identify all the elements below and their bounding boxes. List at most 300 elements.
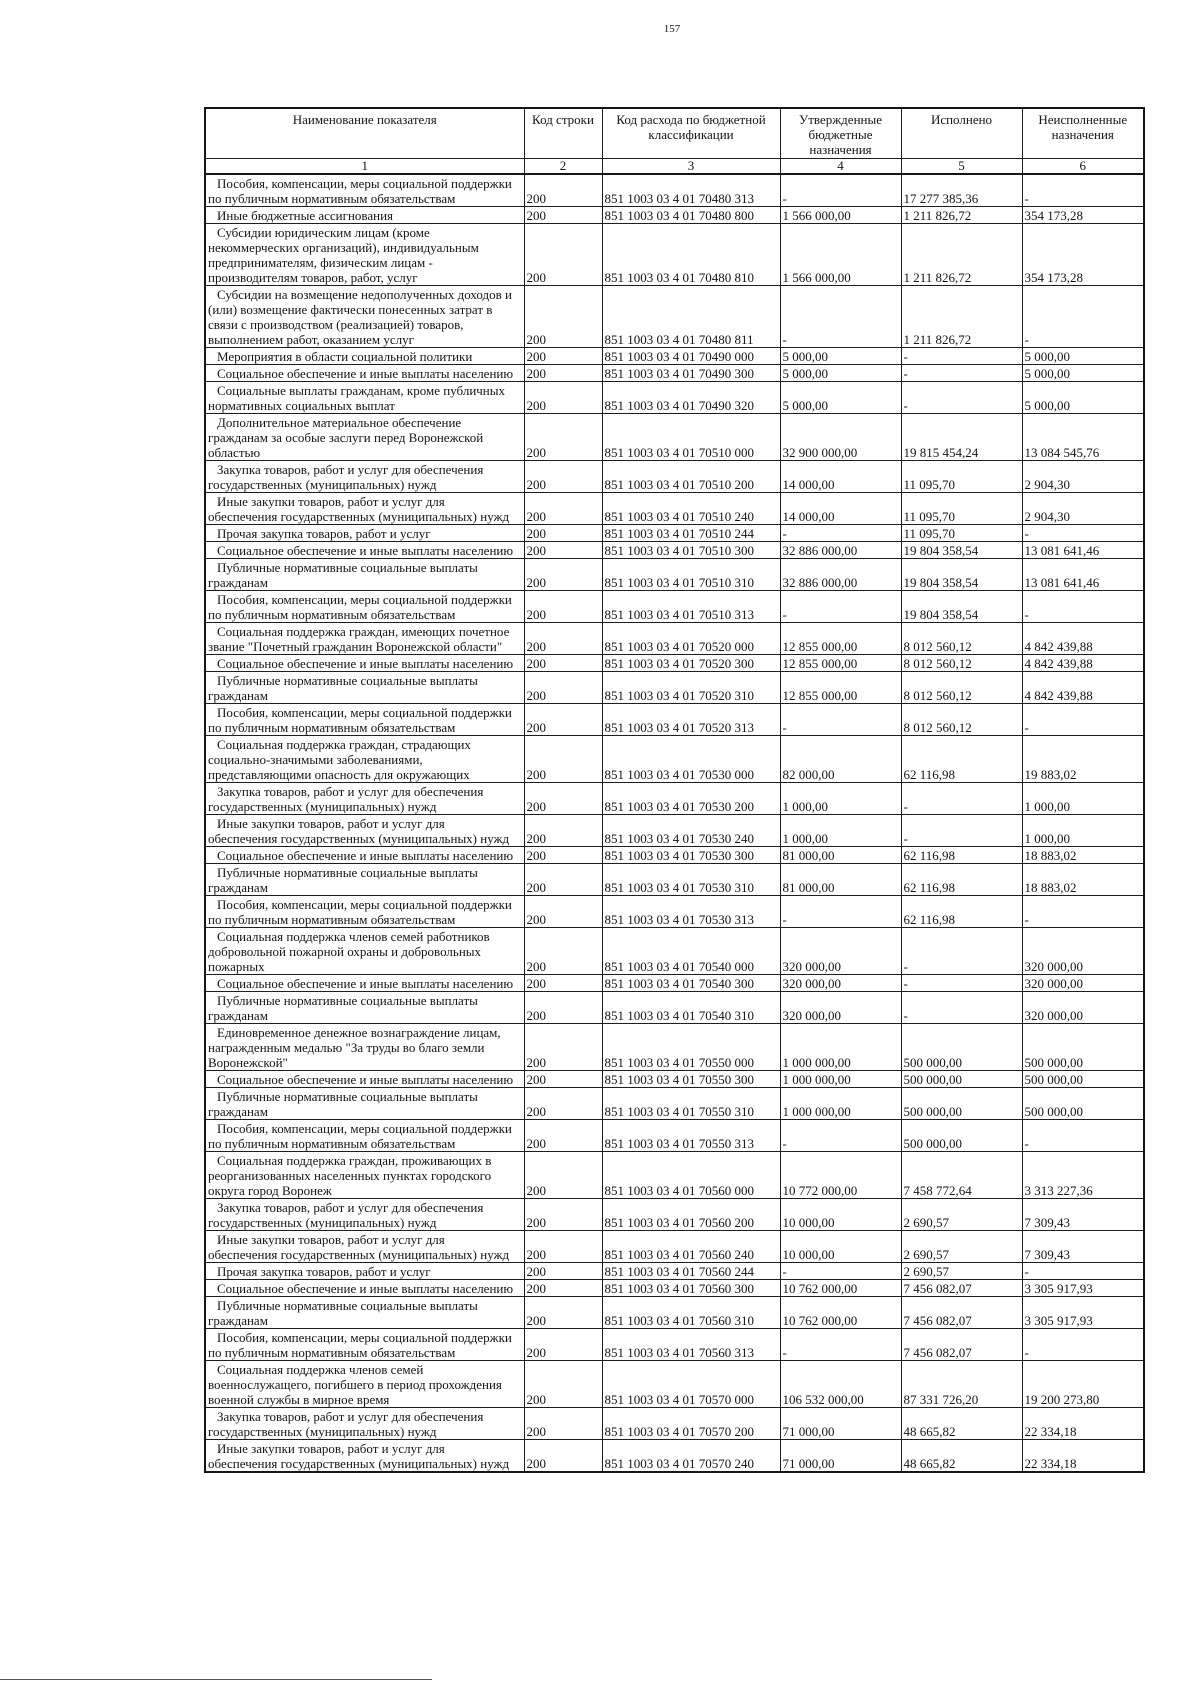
indicator-name-line: Публичные нормативные социальные выплаты: [217, 864, 478, 880]
scan-edge-line: [0, 1679, 432, 1680]
indicator-name-line: гражданам за особые заслуги перед Воронежской: [208, 429, 484, 445]
executed-cell: 7 456 082,07: [901, 1328, 1022, 1360]
unexecuted-cell: -: [1022, 590, 1144, 622]
budget-code-cell: 851 1003 03 4 01 70530 200: [602, 782, 780, 814]
line-code-cell: 200: [524, 347, 602, 364]
indicator-name-cell: [205, 413, 524, 460]
column-number-2: 2: [524, 158, 602, 174]
table-row: [205, 814, 1144, 846]
unexecuted-cell: 2 904,30: [1022, 460, 1144, 492]
approved-cell: 10 772 000,00: [780, 1151, 901, 1198]
table-row: [205, 206, 1144, 223]
executed-cell: -: [901, 927, 1022, 974]
indicator-name-cell: [205, 991, 524, 1023]
indicator-name-line: Прочая закупка товаров, работ и услуг: [217, 525, 431, 541]
unexecuted-cell: 18 883,02: [1022, 863, 1144, 895]
table-row: [205, 927, 1144, 974]
unexecuted-cell: -: [1022, 703, 1144, 735]
header-executed: Исполнено: [901, 108, 1022, 158]
indicator-name-line: Социальное обеспечение и иные выплаты населению: [217, 365, 514, 381]
unexecuted-cell: 13 081 641,46: [1022, 558, 1144, 590]
indicator-name-cell: [205, 1119, 524, 1151]
indicator-name-line: военной службы в мирное время: [208, 1391, 390, 1407]
unexecuted-cell: 22 334,18: [1022, 1407, 1144, 1439]
line-code-cell: 200: [524, 1198, 602, 1230]
line-code-cell: 200: [524, 558, 602, 590]
indicator-name-line: Социальное обеспечение и иные выплаты населению: [217, 975, 514, 991]
unexecuted-cell: 500 000,00: [1022, 1070, 1144, 1087]
column-number-6: 6: [1022, 158, 1144, 174]
approved-cell: 10 000,00: [780, 1230, 901, 1262]
budget-code-cell: 851 1003 03 4 01 70490 320: [602, 381, 780, 413]
indicator-name-line: добровольной пожарной охраны и добровольных: [208, 943, 482, 959]
indicator-name-line: Мероприятия в области социальной политики: [217, 348, 473, 364]
table-row: [205, 223, 1144, 285]
indicator-name-line: Социальное обеспечение и иные выплаты населению: [217, 847, 514, 863]
approved-cell: -: [780, 174, 901, 207]
budget-code-cell: 851 1003 03 4 01 70530 313: [602, 895, 780, 927]
unexecuted-cell: -: [1022, 1328, 1144, 1360]
budget-code-cell: 851 1003 03 4 01 70510 244: [602, 524, 780, 541]
approved-cell: -: [780, 524, 901, 541]
indicator-name-line: звание "Почетный гражданин Воронежской области": [208, 638, 503, 654]
table-row: [205, 782, 1144, 814]
executed-cell: -: [901, 974, 1022, 991]
unexecuted-cell: 1 000,00: [1022, 814, 1144, 846]
indicator-name-cell: [205, 524, 524, 541]
page-number: 157: [663, 23, 681, 35]
approved-cell: 1 566 000,00: [780, 223, 901, 285]
table-row: [205, 974, 1144, 991]
table-row: [205, 703, 1144, 735]
table-row: [205, 863, 1144, 895]
unexecuted-cell: 4 842 439,88: [1022, 654, 1144, 671]
indicator-name-cell: [205, 863, 524, 895]
indicator-name-line: обеспечения государственных (муниципальных) нужд: [208, 1455, 510, 1471]
line-code-cell: 200: [524, 846, 602, 863]
indicator-name-cell: [205, 654, 524, 671]
budget-code-cell: 851 1003 03 4 01 70550 300: [602, 1070, 780, 1087]
line-code-cell: 200: [524, 460, 602, 492]
executed-cell: 62 116,98: [901, 846, 1022, 863]
indicator-name-line: пожарных: [208, 958, 265, 974]
indicator-name-line: Субсидии юридическим лицам (кроме: [217, 224, 430, 240]
approved-cell: 12 855 000,00: [780, 654, 901, 671]
executed-cell: 7 456 082,07: [901, 1279, 1022, 1296]
indicator-name-line: Пособия, компенсации, меры социальной поддержки: [217, 175, 512, 191]
indicator-name-line: награжденным медалью "За труды во благо земли: [208, 1039, 485, 1055]
approved-cell: 81 000,00: [780, 863, 901, 895]
executed-cell: 7 458 772,64: [901, 1151, 1022, 1198]
indicator-name-line: Социальное обеспечение и иные выплаты населению: [217, 542, 514, 558]
column-number-row: [205, 158, 1144, 174]
indicator-name-line: гражданам: [208, 1312, 268, 1328]
approved-cell: 320 000,00: [780, 991, 901, 1023]
executed-cell: 17 277 385,36: [901, 174, 1022, 207]
indicator-name-line: гражданам: [208, 879, 268, 895]
indicator-name-cell: [205, 223, 524, 285]
table-row: [205, 1070, 1144, 1087]
executed-cell: 48 665,82: [901, 1439, 1022, 1472]
indicator-name-line: Субсидии на возмещение недополученных доходов и: [217, 286, 513, 302]
indicator-name-cell: [205, 703, 524, 735]
line-code-cell: 200: [524, 1407, 602, 1439]
indicator-name-line: военнослужащего, погибшего в период прохождения: [208, 1376, 502, 1392]
budget-code-cell: 851 1003 03 4 01 70560 244: [602, 1262, 780, 1279]
executed-cell: 8 012 560,12: [901, 671, 1022, 703]
line-code-cell: 200: [524, 927, 602, 974]
indicator-name-cell: [205, 927, 524, 974]
line-code-cell: 200: [524, 590, 602, 622]
indicator-name-line: обеспечения государственных (муниципальных) нужд: [208, 1246, 510, 1262]
indicator-name-cell: [205, 1262, 524, 1279]
approved-cell: 1 566 000,00: [780, 206, 901, 223]
indicator-name-line: по публичным нормативным обязательствам: [208, 606, 456, 622]
unexecuted-cell: 4 842 439,88: [1022, 622, 1144, 654]
budget-code-cell: 851 1003 03 4 01 70530 300: [602, 846, 780, 863]
table-row: [205, 1198, 1144, 1230]
line-code-cell: 200: [524, 524, 602, 541]
table-row: [205, 1230, 1144, 1262]
indicator-name-line: обеспечения государственных (муниципальных) нужд: [208, 508, 510, 524]
unexecuted-cell: 19 200 273,80: [1022, 1360, 1144, 1407]
indicator-name-line: Социальная поддержка граждан, страдающих: [217, 736, 471, 752]
table-row: [205, 590, 1144, 622]
indicator-name-line: по публичным нормативным обязательствам: [208, 719, 456, 735]
indicator-name-cell: [205, 174, 524, 207]
approved-cell: 14 000,00: [780, 492, 901, 524]
indicator-name-line: Социальные выплаты гражданам, кроме публичных: [217, 382, 505, 398]
approved-cell: -: [780, 285, 901, 347]
indicator-name-line: гражданам: [208, 687, 268, 703]
budget-code-cell: 851 1003 03 4 01 70510 200: [602, 460, 780, 492]
table-row: [205, 558, 1144, 590]
indicator-name-cell: [205, 558, 524, 590]
table-row: [205, 364, 1144, 381]
budget-code-cell: 851 1003 03 4 01 70550 313: [602, 1119, 780, 1151]
executed-cell: 1 211 826,72: [901, 206, 1022, 223]
approved-cell: 10 000,00: [780, 1198, 901, 1230]
line-code-cell: 200: [524, 381, 602, 413]
budget-code-cell: 851 1003 03 4 01 70490 300: [602, 364, 780, 381]
unexecuted-cell: 5 000,00: [1022, 381, 1144, 413]
unexecuted-cell: 320 000,00: [1022, 927, 1144, 974]
indicator-name-line: Закупка товаров, работ и услуг для обеспечения: [217, 1408, 484, 1424]
indicator-name-line: Социальное обеспечение и иные выплаты населению: [217, 1280, 514, 1296]
indicator-name-line: представляющими опасность для окружающих: [208, 766, 470, 782]
budget-code-cell: 851 1003 03 4 01 70510 310: [602, 558, 780, 590]
executed-cell: 1 211 826,72: [901, 285, 1022, 347]
table-row: [205, 1296, 1144, 1328]
budget-code-cell: 851 1003 03 4 01 70480 810: [602, 223, 780, 285]
indicator-name-line: Пособия, компенсации, меры социальной поддержки: [217, 896, 512, 912]
indicator-name-cell: [205, 347, 524, 364]
approved-cell: 5 000,00: [780, 381, 901, 413]
unexecuted-cell: 7 309,43: [1022, 1198, 1144, 1230]
line-code-cell: 200: [524, 492, 602, 524]
indicator-name-line: Иные бюджетные ассигнования: [217, 207, 394, 223]
executed-cell: 7 456 082,07: [901, 1296, 1022, 1328]
indicator-name-line: по публичным нормативным обязательствам: [208, 1344, 456, 1360]
unexecuted-cell: -: [1022, 524, 1144, 541]
executed-cell: 8 012 560,12: [901, 654, 1022, 671]
indicator-name-line: Иные закупки товаров, работ и услуг для: [217, 493, 445, 509]
approved-cell: 32 886 000,00: [780, 558, 901, 590]
budget-code-cell: 851 1003 03 4 01 70510 000: [602, 413, 780, 460]
table-row: [205, 413, 1144, 460]
executed-cell: -: [901, 364, 1022, 381]
approved-cell: 5 000,00: [780, 364, 901, 381]
budget-code-cell: 851 1003 03 4 01 70480 800: [602, 206, 780, 223]
budget-code-cell: 851 1003 03 4 01 70480 811: [602, 285, 780, 347]
budget-code-cell: 851 1003 03 4 01 70560 310: [602, 1296, 780, 1328]
indicator-name-cell: [205, 782, 524, 814]
table-row: [205, 1087, 1144, 1119]
line-code-cell: 200: [524, 991, 602, 1023]
budget-code-cell: 851 1003 03 4 01 70520 000: [602, 622, 780, 654]
approved-cell: -: [780, 1119, 901, 1151]
budget-code-cell: 851 1003 03 4 01 70540 310: [602, 991, 780, 1023]
unexecuted-cell: -: [1022, 1119, 1144, 1151]
executed-cell: 8 012 560,12: [901, 703, 1022, 735]
approved-cell: 14 000,00: [780, 460, 901, 492]
executed-cell: 500 000,00: [901, 1087, 1022, 1119]
unexecuted-cell: 320 000,00: [1022, 991, 1144, 1023]
budget-code-cell: 851 1003 03 4 01 70560 300: [602, 1279, 780, 1296]
indicator-name-line: Пособия, компенсации, меры социальной поддержки: [217, 1329, 512, 1345]
table-row: [205, 1439, 1144, 1472]
budget-code-cell: 851 1003 03 4 01 70570 000: [602, 1360, 780, 1407]
budget-code-cell: 851 1003 03 4 01 70520 313: [602, 703, 780, 735]
indicator-name-line: государственных (муниципальных) нужд: [208, 1423, 437, 1439]
executed-cell: 2 690,57: [901, 1262, 1022, 1279]
indicator-name-line: Публичные нормативные социальные выплаты: [217, 992, 478, 1008]
indicator-name-cell: [205, 1360, 524, 1407]
budget-execution-table: [204, 107, 1145, 1473]
indicator-name-line: Публичные нормативные социальные выплаты: [217, 1297, 478, 1313]
indicator-name-line: (или) возмещение фактически понесенных затрат в: [208, 301, 493, 317]
indicator-name-line: Социальная поддержка граждан, имеющих почетное: [217, 623, 510, 639]
executed-cell: 62 116,98: [901, 735, 1022, 782]
approved-cell: 320 000,00: [780, 927, 901, 974]
table-row: [205, 174, 1144, 207]
line-code-cell: 200: [524, 671, 602, 703]
executed-cell: 87 331 726,20: [901, 1360, 1022, 1407]
line-code-cell: 200: [524, 174, 602, 207]
approved-cell: -: [780, 590, 901, 622]
executed-cell: 62 116,98: [901, 863, 1022, 895]
indicator-name-line: Закупка товаров, работ и услуг для обеспечения: [217, 1199, 484, 1215]
executed-cell: 19 815 454,24: [901, 413, 1022, 460]
budget-code-cell: 851 1003 03 4 01 70570 240: [602, 1439, 780, 1472]
indicator-name-line: Социальная поддержка членов семей: [217, 1361, 424, 1377]
indicator-name-line: Закупка товаров, работ и услуг для обеспечения: [217, 461, 484, 477]
indicator-name-line: гражданам: [208, 574, 268, 590]
indicator-name-line: Иные закупки товаров, работ и услуг для: [217, 1231, 445, 1247]
line-code-cell: 200: [524, 1439, 602, 1472]
indicator-name-cell: [205, 735, 524, 782]
indicator-name-line: Прочая закупка товаров, работ и услуг: [217, 1263, 431, 1279]
executed-cell: 11 095,70: [901, 460, 1022, 492]
header-approved: Утвержденные бюджетные назначения: [780, 108, 901, 158]
unexecuted-cell: 7 309,43: [1022, 1230, 1144, 1262]
indicator-name-line: связи с производством (реализацией) товаров,: [208, 316, 464, 332]
indicator-name-cell: [205, 460, 524, 492]
indicator-name-line: Пособия, компенсации, меры социальной поддержки: [217, 591, 512, 607]
indicator-name-cell: [205, 1230, 524, 1262]
indicator-name-line: реорганизованных населенных пунктах городского: [208, 1167, 492, 1183]
table-row: [205, 492, 1144, 524]
indicator-name-line: Единовременное денежное вознаграждение лицам,: [217, 1024, 501, 1040]
unexecuted-cell: 320 000,00: [1022, 974, 1144, 991]
executed-cell: 62 116,98: [901, 895, 1022, 927]
unexecuted-cell: 1 000,00: [1022, 782, 1144, 814]
indicator-name-line: Пособия, компенсации, меры социальной поддержки: [217, 1120, 512, 1136]
approved-cell: 1 000 000,00: [780, 1070, 901, 1087]
table-row: [205, 1151, 1144, 1198]
executed-cell: 500 000,00: [901, 1070, 1022, 1087]
approved-cell: 5 000,00: [780, 347, 901, 364]
line-code-cell: 200: [524, 1262, 602, 1279]
unexecuted-cell: 5 000,00: [1022, 347, 1144, 364]
table-row: [205, 1360, 1144, 1407]
table-row: [205, 671, 1144, 703]
executed-cell: 500 000,00: [901, 1119, 1022, 1151]
executed-cell: -: [901, 381, 1022, 413]
indicator-name-line: Воронежской": [208, 1054, 288, 1070]
executed-cell: 11 095,70: [901, 524, 1022, 541]
approved-cell: 10 762 000,00: [780, 1296, 901, 1328]
header-unexecuted: Неисполненные назначения: [1022, 108, 1144, 158]
unexecuted-cell: 5 000,00: [1022, 364, 1144, 381]
line-code-cell: 200: [524, 1119, 602, 1151]
unexecuted-cell: 3 313 227,36: [1022, 1151, 1144, 1198]
indicator-name-line: государственных (муниципальных) нужд: [208, 798, 437, 814]
executed-cell: 19 804 358,54: [901, 541, 1022, 558]
indicator-name-line: Пособия, компенсации, меры социальной поддержки: [217, 704, 512, 720]
indicator-name-cell: [205, 1070, 524, 1087]
indicator-name-cell: [205, 895, 524, 927]
indicator-name-cell: [205, 1439, 524, 1472]
unexecuted-cell: -: [1022, 1262, 1144, 1279]
budget-code-cell: 851 1003 03 4 01 70520 300: [602, 654, 780, 671]
line-code-cell: 200: [524, 895, 602, 927]
column-number-3: 3: [602, 158, 780, 174]
indicator-name-line: производителям товаров, работ, услуг: [208, 269, 418, 285]
unexecuted-cell: -: [1022, 174, 1144, 207]
budget-code-cell: 851 1003 03 4 01 70560 313: [602, 1328, 780, 1360]
executed-cell: -: [901, 814, 1022, 846]
indicator-name-line: Иные закупки товаров, работ и услуг для: [217, 1440, 445, 1456]
indicator-name-line: Иные закупки товаров, работ и услуг для: [217, 815, 445, 831]
table-row: [205, 1023, 1144, 1070]
header-line-code: Код строки: [524, 108, 602, 158]
budget-code-cell: 851 1003 03 4 01 70530 000: [602, 735, 780, 782]
line-code-cell: 200: [524, 1023, 602, 1070]
table-row: [205, 1279, 1144, 1296]
indicator-name-line: выполнением работ, оказанием услуг: [208, 331, 414, 347]
line-code-cell: 200: [524, 285, 602, 347]
budget-code-cell: 851 1003 03 4 01 70560 240: [602, 1230, 780, 1262]
indicator-name-cell: [205, 492, 524, 524]
executed-cell: 2 690,57: [901, 1198, 1022, 1230]
table-row: [205, 735, 1144, 782]
indicator-name-line: по публичным нормативным обязательствам: [208, 1135, 456, 1151]
budget-code-cell: 851 1003 03 4 01 70540 000: [602, 927, 780, 974]
line-code-cell: 200: [524, 223, 602, 285]
line-code-cell: 200: [524, 1230, 602, 1262]
line-code-cell: 200: [524, 1279, 602, 1296]
unexecuted-cell: -: [1022, 895, 1144, 927]
indicator-name-cell: [205, 1407, 524, 1439]
unexecuted-cell: 18 883,02: [1022, 846, 1144, 863]
approved-cell: -: [780, 1262, 901, 1279]
executed-cell: 11 095,70: [901, 492, 1022, 524]
line-code-cell: 200: [524, 1087, 602, 1119]
indicator-name-line: Закупка товаров, работ и услуг для обеспечения: [217, 783, 484, 799]
unexecuted-cell: 500 000,00: [1022, 1023, 1144, 1070]
indicator-name-line: Социальное обеспечение и иные выплаты населению: [217, 1071, 514, 1087]
line-code-cell: 200: [524, 814, 602, 846]
indicator-name-line: Социальная поддержка членов семей работников: [217, 928, 490, 944]
line-code-cell: 200: [524, 364, 602, 381]
column-number-5: 5: [901, 158, 1022, 174]
indicator-name-line: областью: [208, 444, 261, 460]
approved-cell: -: [780, 1328, 901, 1360]
indicator-name-line: Публичные нормативные социальные выплаты: [217, 672, 478, 688]
indicator-name-line: по публичным нормативным обязательствам: [208, 911, 456, 927]
indicator-name-cell: [205, 1151, 524, 1198]
table-header: [205, 108, 1144, 174]
indicator-name-line: некоммерческих организаций), индивидуальным: [208, 239, 479, 255]
indicator-name-line: Публичные нормативные социальные выплаты: [217, 559, 478, 575]
indicator-name-cell: [205, 590, 524, 622]
unexecuted-cell: 3 305 917,93: [1022, 1296, 1144, 1328]
table-row: [205, 1119, 1144, 1151]
executed-cell: 48 665,82: [901, 1407, 1022, 1439]
table-row: [205, 1407, 1144, 1439]
indicator-name-line: государственных (муниципальных) нужд: [208, 476, 437, 492]
indicator-name-cell: [205, 1087, 524, 1119]
indicator-name-cell: [205, 974, 524, 991]
indicator-name-cell: [205, 814, 524, 846]
unexecuted-cell: 2 904,30: [1022, 492, 1144, 524]
budget-code-cell: 851 1003 03 4 01 70550 000: [602, 1023, 780, 1070]
table-row: [205, 895, 1144, 927]
header-row: [205, 108, 1144, 158]
approved-cell: 106 532 000,00: [780, 1360, 901, 1407]
line-code-cell: 200: [524, 1296, 602, 1328]
approved-cell: 32 886 000,00: [780, 541, 901, 558]
indicator-name-cell: [205, 381, 524, 413]
executed-cell: 19 804 358,54: [901, 558, 1022, 590]
unexecuted-cell: 19 883,02: [1022, 735, 1144, 782]
indicator-name-line: предпринимателям, физическим лицам -: [208, 254, 433, 270]
table-row: [205, 622, 1144, 654]
indicator-name-line: гражданам: [208, 1007, 268, 1023]
table-row: [205, 541, 1144, 558]
line-code-cell: 200: [524, 622, 602, 654]
table-row: [205, 846, 1144, 863]
line-code-cell: 200: [524, 1360, 602, 1407]
column-number-1: 1: [205, 158, 524, 174]
table-row: [205, 460, 1144, 492]
indicator-name-line: гражданам: [208, 1103, 268, 1119]
indicator-name-cell: [205, 1296, 524, 1328]
budget-code-cell: 851 1003 03 4 01 70530 310: [602, 863, 780, 895]
table-row: [205, 285, 1144, 347]
indicator-name-line: социально-значимыми заболеваниями,: [208, 751, 423, 767]
